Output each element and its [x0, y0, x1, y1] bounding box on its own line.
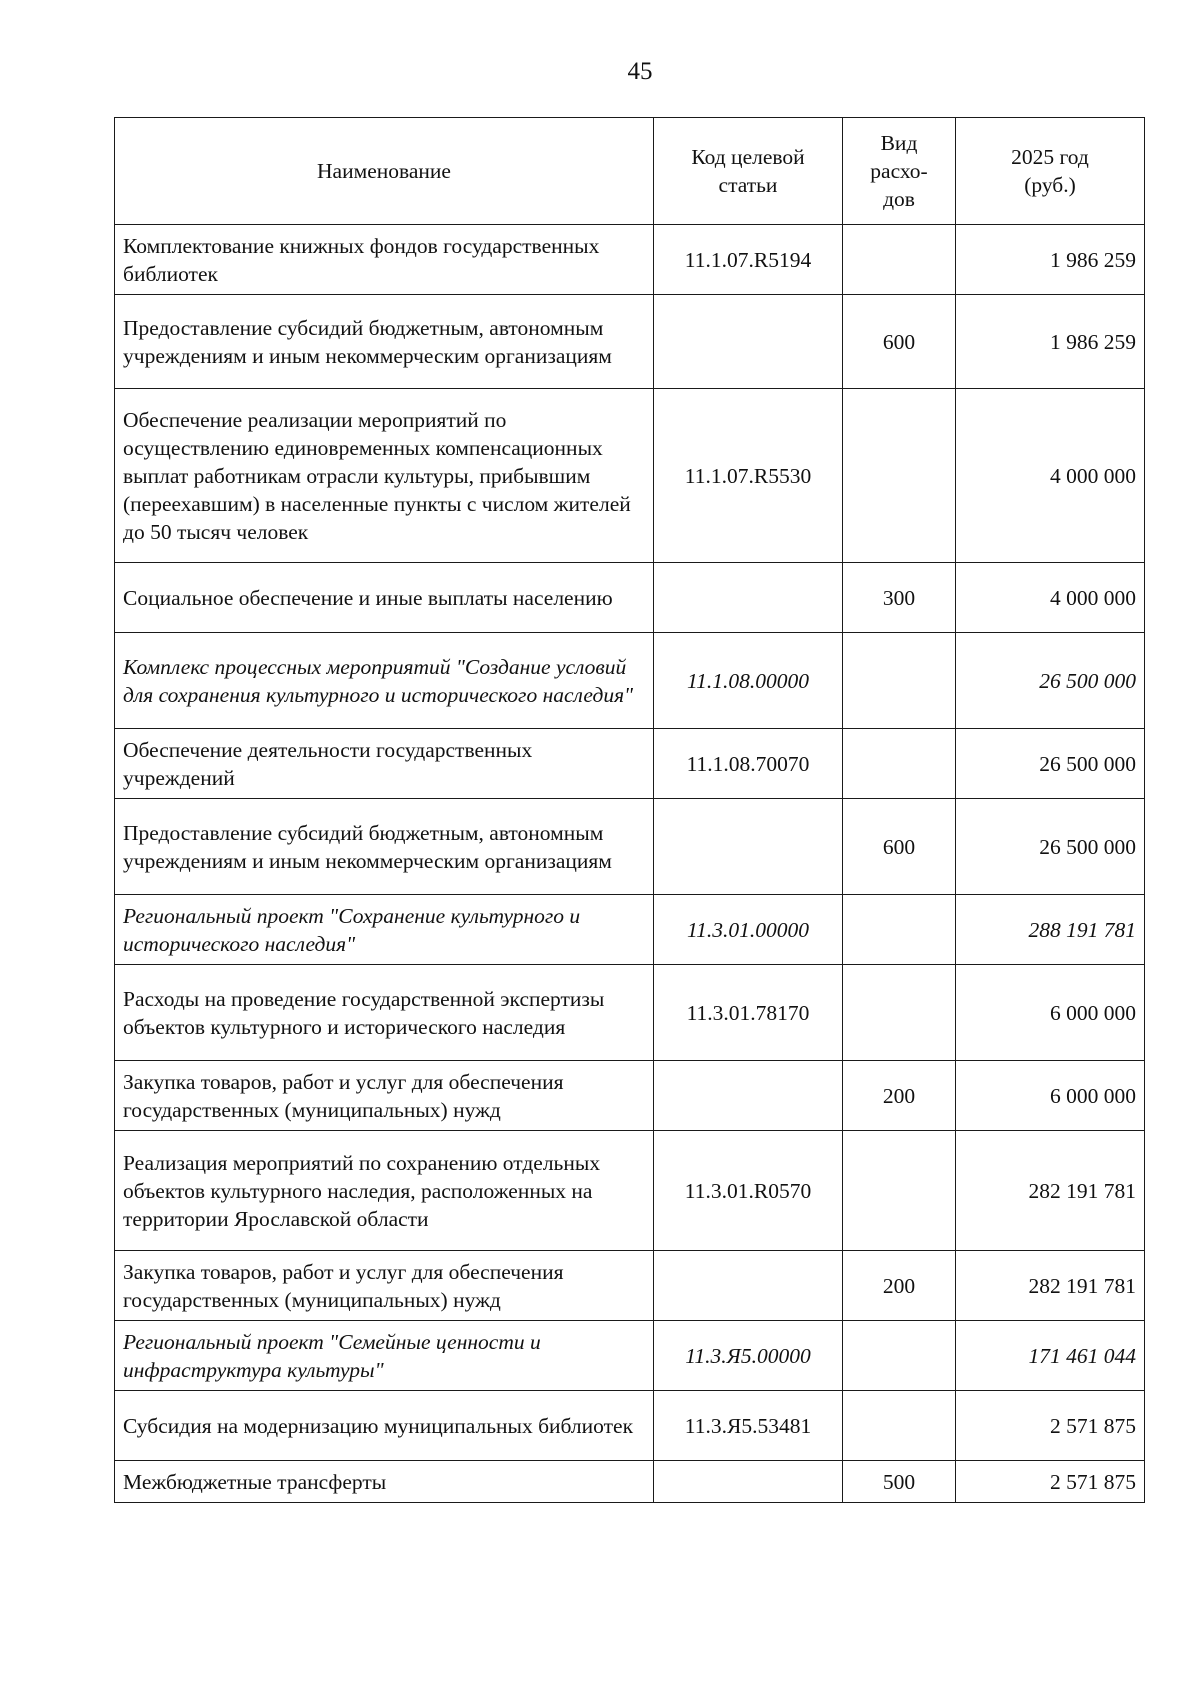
row-expense-type-cell: 300 [843, 563, 956, 633]
row-expense-type-cell: 600 [843, 799, 956, 895]
row-name-cell: Предоставление субсидий бюджетным, автономным учреждениям и иным некоммерческим организациям [115, 799, 654, 895]
row-code-cell: 11.1.08.70070 [654, 729, 843, 799]
row-amount-cell: 1 986 259 [956, 225, 1145, 295]
table-row [115, 225, 1145, 295]
row-code-cell [654, 1251, 843, 1321]
table-row [115, 389, 1145, 563]
row-expense-type-cell [843, 1131, 956, 1251]
row-code-cell [654, 1461, 843, 1503]
row-expense-type-cell [843, 729, 956, 799]
table-row [115, 1251, 1145, 1321]
row-expense-type-cell [843, 895, 956, 965]
header-type: Вид расхо- дов [843, 118, 956, 225]
table-row [115, 799, 1145, 895]
table-row [115, 633, 1145, 729]
row-code-cell: 11.3.Я5.00000 [654, 1321, 843, 1391]
row-code-cell [654, 295, 843, 389]
row-name-cell: Закупка товаров, работ и услуг для обеспечения государственных (муниципальных) нужд [115, 1061, 654, 1131]
row-amount-cell: 6 000 000 [956, 1061, 1145, 1131]
row-name-cell: Комплекс процессных мероприятий "Создание условий для сохранения культурного и исторического наследия" [115, 633, 654, 729]
table-row [115, 295, 1145, 389]
row-name-cell: Субсидия на модернизацию муниципальных библиотек [115, 1391, 654, 1461]
row-name-cell: Закупка товаров, работ и услуг для обеспечения государственных (муниципальных) нужд [115, 1251, 654, 1321]
row-amount-cell: 1 986 259 [956, 295, 1145, 389]
row-expense-type-cell [843, 225, 956, 295]
row-code-cell [654, 1061, 843, 1131]
row-expense-type-cell [843, 1391, 956, 1461]
row-amount-cell: 288 191 781 [956, 895, 1145, 965]
table-row [115, 729, 1145, 799]
table-row [115, 1131, 1145, 1251]
table-body [115, 225, 1145, 1503]
row-amount-cell: 26 500 000 [956, 633, 1145, 729]
table-row [115, 1061, 1145, 1131]
row-code-cell: 11.3.01.78170 [654, 965, 843, 1061]
row-expense-type-cell [843, 965, 956, 1061]
row-name-cell: Комплектование книжных фондов государственных библиотек [115, 225, 654, 295]
table-header-row [115, 118, 1145, 225]
table-row [115, 965, 1145, 1061]
row-expense-type-cell [843, 1321, 956, 1391]
budget-table [114, 117, 1145, 1503]
row-name-cell: Расходы на проведение государственной экспертизы объектов культурного и исторического наследия [115, 965, 654, 1061]
row-name-cell: Обеспечение реализации мероприятий по осуществлению единовременных компенсационных выплат работникам отрасли культуры, прибывшим (переехавшим) в населенные пункты с числом жителей до 50 тысяч человек [115, 389, 654, 563]
row-name-cell: Региональный проект "Сохранение культурного и исторического наследия" [115, 895, 654, 965]
row-amount-cell: 2 571 875 [956, 1461, 1145, 1503]
row-expense-type-cell [843, 389, 956, 563]
row-code-cell: 11.3.Я5.53481 [654, 1391, 843, 1461]
header-code: Код целевой статьи [654, 118, 843, 225]
row-amount-cell: 4 000 000 [956, 563, 1145, 633]
page-number: 45 [627, 58, 653, 85]
row-name-cell: Предоставление субсидий бюджетным, автономным учреждениям и иным некоммерческим организациям [115, 295, 654, 389]
row-expense-type-cell: 500 [843, 1461, 956, 1503]
row-code-cell: 11.3.01.R0570 [654, 1131, 843, 1251]
row-name-cell: Реализация мероприятий по сохранению отдельных объектов культурного наследия, расположенных на территории Ярославской области [115, 1131, 654, 1251]
row-name-cell: Социальное обеспечение и иные выплаты населению [115, 563, 654, 633]
row-amount-cell: 26 500 000 [956, 729, 1145, 799]
row-amount-cell: 2 571 875 [956, 1391, 1145, 1461]
header-name: Наименование [115, 118, 654, 225]
row-name-cell: Обеспечение деятельности государственных учреждений [115, 729, 654, 799]
row-amount-cell: 26 500 000 [956, 799, 1145, 895]
table-row [115, 1391, 1145, 1461]
row-amount-cell: 4 000 000 [956, 389, 1145, 563]
table-row [115, 1321, 1145, 1391]
row-expense-type-cell: 200 [843, 1061, 956, 1131]
table-row [115, 895, 1145, 965]
row-expense-type-cell: 600 [843, 295, 956, 389]
row-amount-cell: 6 000 000 [956, 965, 1145, 1061]
row-code-cell: 11.1.07.R5194 [654, 225, 843, 295]
row-expense-type-cell [843, 633, 956, 729]
row-code-cell: 11.1.08.00000 [654, 633, 843, 729]
row-amount-cell: 171 461 044 [956, 1321, 1145, 1391]
table-row [115, 1461, 1145, 1503]
row-amount-cell: 282 191 781 [956, 1251, 1145, 1321]
row-name-cell: Межбюджетные трансферты [115, 1461, 654, 1503]
table-row [115, 563, 1145, 633]
row-code-cell: 11.1.07.R5530 [654, 389, 843, 563]
row-code-cell: 11.3.01.00000 [654, 895, 843, 965]
row-code-cell [654, 799, 843, 895]
header-amount: 2025 год (руб.) [956, 118, 1145, 225]
row-amount-cell: 282 191 781 [956, 1131, 1145, 1251]
row-code-cell [654, 563, 843, 633]
row-name-cell: Региональный проект "Семейные ценности и инфраструктура культуры" [115, 1321, 654, 1391]
row-expense-type-cell: 200 [843, 1251, 956, 1321]
